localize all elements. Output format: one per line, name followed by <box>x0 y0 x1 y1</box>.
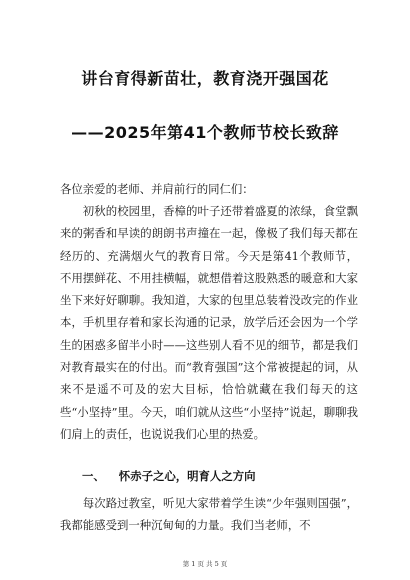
paragraph-section1: 每次路过教室，听见大家带着学生读“少年强则国强”，我都能感受到一种沉甸甸的力量。我们当老师，不 <box>60 496 358 533</box>
section-heading-text: 怀赤子之心，明育人之方向 <box>118 469 256 483</box>
greeting: 各位亲爱的老师、并肩前行的同仁们： <box>60 182 254 196</box>
paragraph-intro: 初秋的校园里，香樟的叶子还带着盛夏的浓绿，食堂飘来的粥香和早读的朗朗书声撞在一起，像极了我们每天都在经历的、充满烟火气的教育日常。今天是第41个教师节，不用摆鲜花、不用挂横幅，就想借着这股熟悉的暖意和大家坐下来好好聊聊。我知道，大家的包里总装着没改完的作业本，手机里存着和家长沟通的记录，放学后还会因为一个学生的困惑多留半小时——这些别人看不见的细节，都是我们对教育最实在的付出。而“教育强国”这个常被提起的词，从来不是遥不可及的宏大目标，恰恰就藏在我们每天的这些“小坚持”里。今天，咱们就从这些“小坚持”说起，聊聊我们肩上的责任，也说说我们心里的热爱。 <box>60 204 358 441</box>
section-number: 一、 <box>82 469 105 483</box>
section-heading <box>82 468 256 484</box>
page-number-footer: 第 1 页 共 5 页 <box>182 560 228 568</box>
document-title: 讲台育得新苗壮，教育浇开强国花 <box>81 69 329 88</box>
document-subtitle: ——2025年第41个教师节校长致辞 <box>71 123 339 142</box>
